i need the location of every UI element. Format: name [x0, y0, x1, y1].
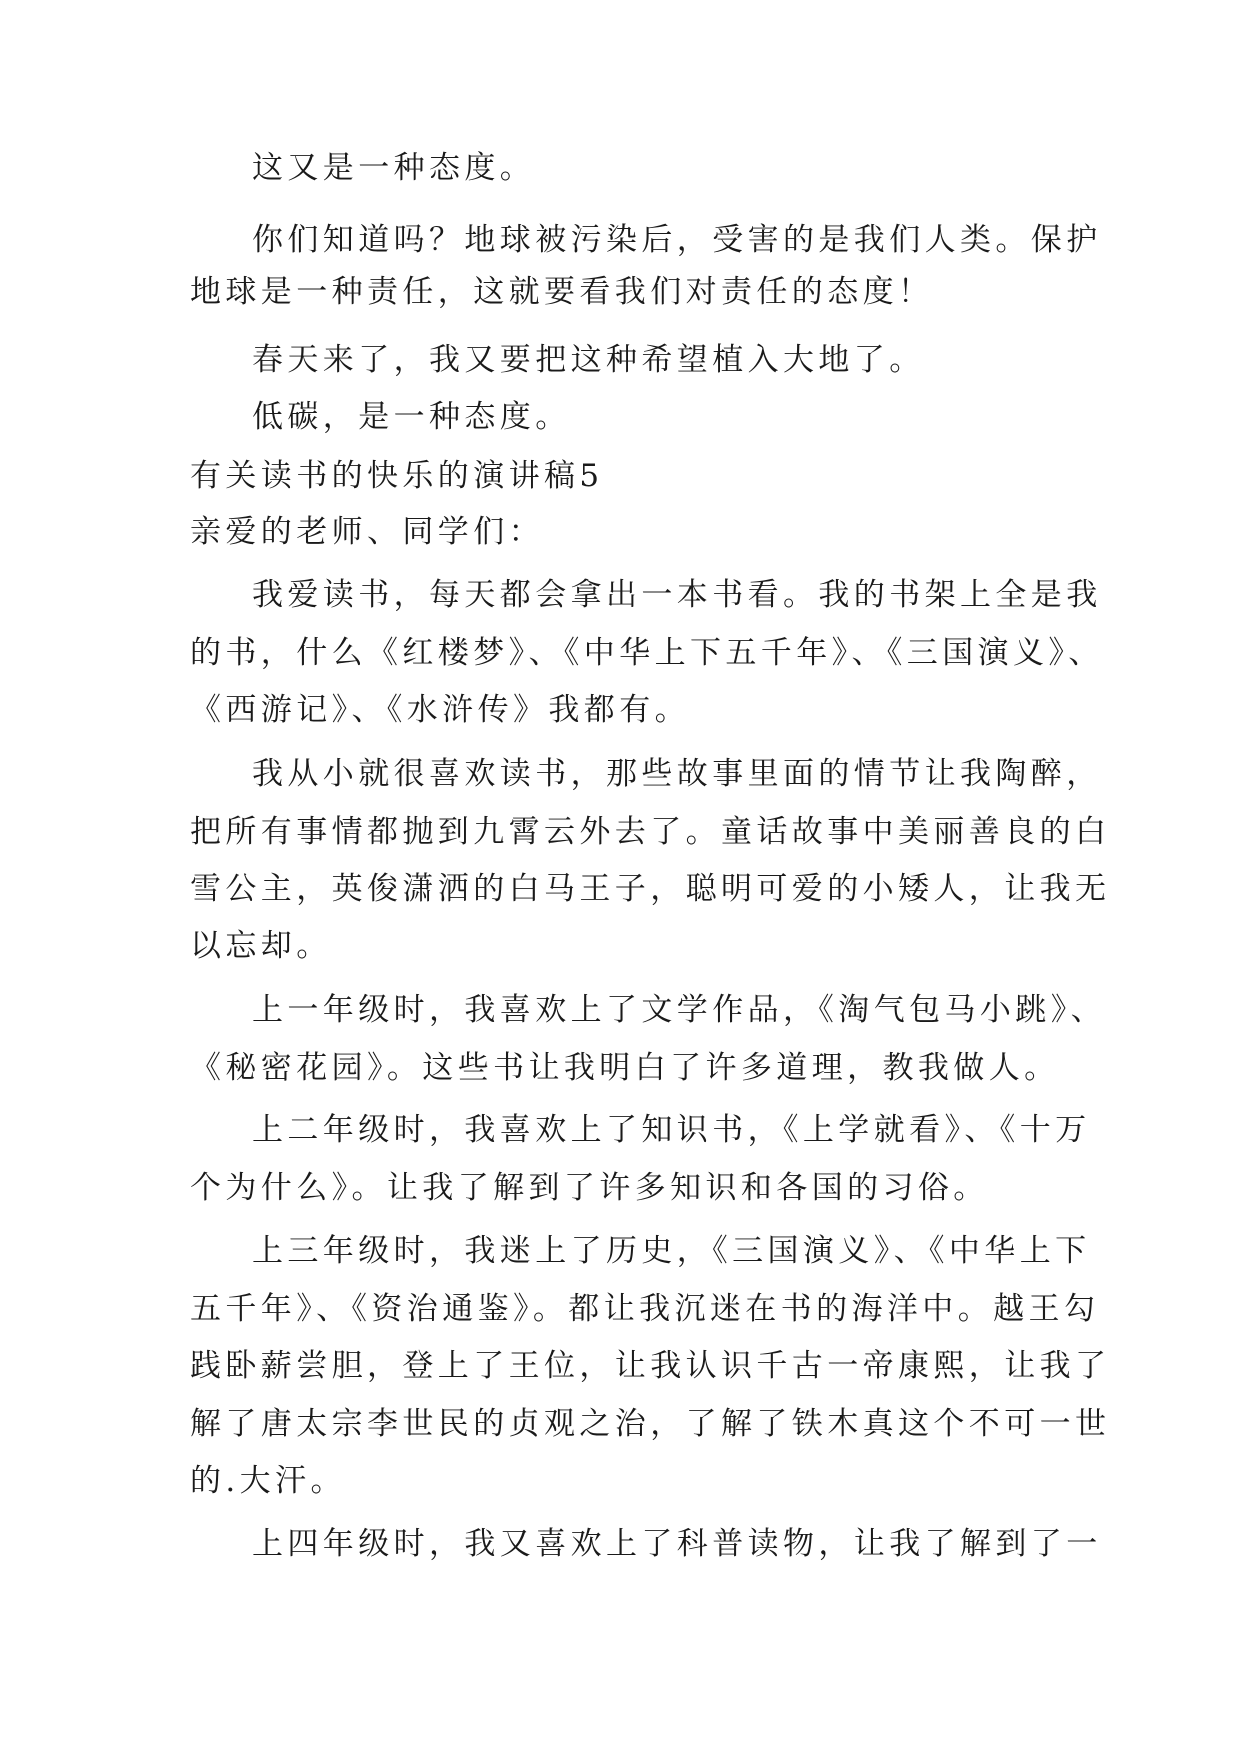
paragraph-line: 你们知道吗？地球被污染后，受害的是我们人类。保护	[252, 222, 1102, 258]
paragraph-line: 《西游记》、《水浒传》我都有。	[190, 692, 690, 728]
paragraph-line: 春天来了，我又要把这种希望植入大地了。	[252, 342, 925, 378]
paragraph-line: 雪公主，英俊潇洒的白马王子，聪明可爱的小矮人，让我无	[190, 871, 1111, 907]
paragraph-line: 解了唐太宗李世民的贞观之治，了解了铁木真这个不可一世	[190, 1406, 1111, 1442]
paragraph-line: 我爱读书，每天都会拿出一本书看。我的书架上全是我	[252, 577, 1102, 613]
paragraph-line: 《秘密花园》。这些书让我明白了许多道理，教我做人。	[190, 1050, 1060, 1086]
paragraph-line: 这又是一种态度。	[252, 150, 536, 186]
section-heading: 有关读书的快乐的演讲稿5	[190, 458, 604, 494]
paragraph-line: 上二年级时，我喜欢上了知识书，《上学就看》、《十万	[252, 1112, 1091, 1148]
paragraph-line: 个为什么》。让我了解到了许多知识和各国的习俗。	[190, 1170, 989, 1206]
paragraph-line: 我从小就很喜欢读书，那些故事里面的情节让我陶醉，	[252, 756, 1102, 792]
salutation: 亲爱的老师、同学们：	[190, 514, 544, 550]
paragraph-line: 五千年》、《资治通鉴》。都让我沉迷在书的海洋中。越王勾	[190, 1291, 1100, 1327]
paragraph-line: 把所有事情都抛到九霄云外去了。童话故事中美丽善良的白	[190, 814, 1111, 850]
paragraph-line: 地球是一种责任，这就要看我们对责任的态度！	[190, 274, 934, 310]
paragraph-line: 的书，什么《红楼梦》、《中华上下五千年》、《三国演义》、	[190, 635, 1104, 671]
paragraph-line: 践卧薪尝胆，登上了王位，让我认识千古一帝康熙，让我了	[190, 1348, 1111, 1384]
paragraph-line: 以忘却。	[190, 928, 332, 964]
paragraph-line: 的.大汗。	[190, 1463, 346, 1499]
paragraph-line: 上一年级时，我喜欢上了文学作品，《淘气包马小跳》、	[252, 992, 1106, 1028]
paragraph-line: 上三年级时，我迷上了历史，《三国演义》、《中华上下	[252, 1233, 1091, 1269]
paragraph-line: 低碳，是一种态度。	[252, 399, 571, 435]
paragraph-line: 上四年级时，我又喜欢上了科普读物，让我了解到了一	[252, 1526, 1102, 1562]
